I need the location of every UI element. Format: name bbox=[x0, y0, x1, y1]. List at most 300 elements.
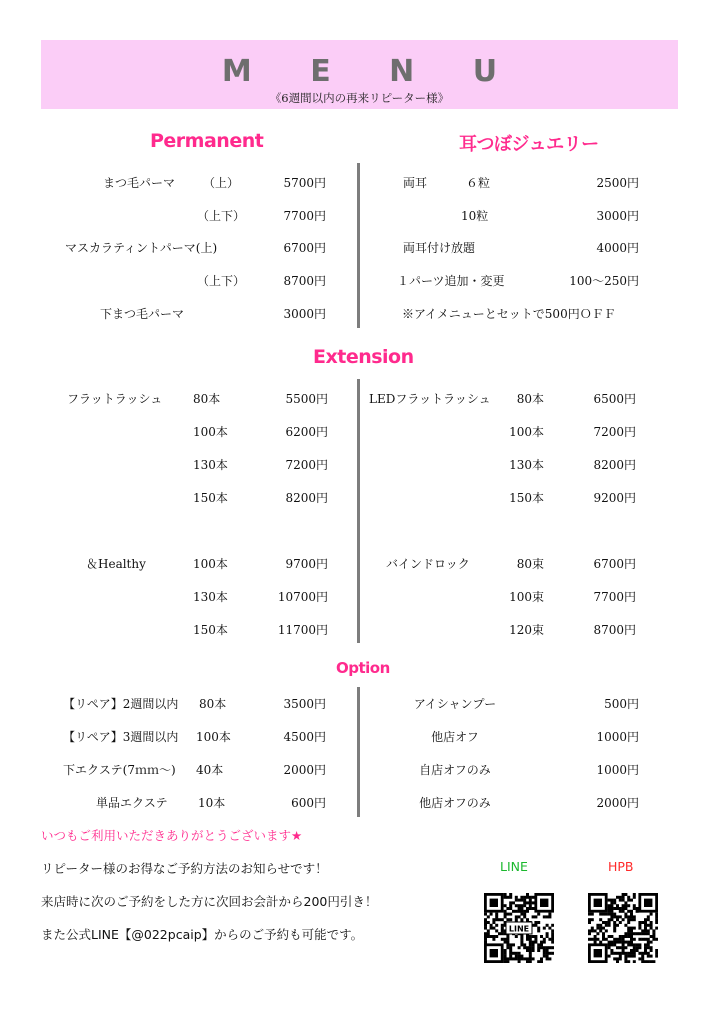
qr-module bbox=[641, 952, 644, 955]
qr-module bbox=[520, 896, 523, 899]
qr-module bbox=[627, 952, 630, 955]
qr-module bbox=[599, 927, 602, 930]
qr-module bbox=[647, 941, 650, 944]
qr-module bbox=[650, 949, 653, 952]
qr-module bbox=[548, 952, 551, 955]
qr-module bbox=[624, 932, 627, 935]
qr-module bbox=[622, 910, 625, 913]
qr-module bbox=[518, 899, 521, 902]
qr-module bbox=[608, 935, 611, 938]
line-qr-code-icon[interactable] bbox=[484, 893, 554, 963]
extension-item-price: 7700円 bbox=[593, 590, 636, 604]
qr-module bbox=[630, 913, 633, 916]
qr-module bbox=[520, 941, 523, 944]
qr-module bbox=[506, 941, 509, 944]
permanent-item-part: （上下） bbox=[197, 274, 246, 288]
qr-module bbox=[633, 907, 636, 910]
qr-module bbox=[613, 915, 616, 918]
hpb-label: HPB bbox=[608, 859, 634, 874]
qr-module bbox=[652, 938, 655, 941]
qr-module bbox=[610, 913, 613, 916]
qr-module bbox=[504, 904, 507, 907]
qr-module bbox=[605, 924, 608, 927]
qr-module bbox=[644, 946, 647, 949]
qr-module bbox=[515, 904, 518, 907]
qr-module bbox=[512, 910, 515, 913]
qr-module bbox=[608, 910, 611, 913]
qr-module bbox=[532, 901, 535, 904]
qr-module bbox=[501, 929, 504, 932]
qr-module bbox=[512, 901, 515, 904]
qr-module bbox=[512, 952, 515, 955]
qr-module bbox=[501, 932, 504, 935]
qr-module bbox=[633, 932, 636, 935]
qr-module bbox=[599, 941, 602, 944]
jewelry-set-note: ※アイメニューとセットで500円ＯＦＦ bbox=[402, 307, 616, 321]
qr-finder-pattern bbox=[594, 899, 602, 907]
qr-module bbox=[495, 935, 498, 938]
qr-module bbox=[619, 921, 622, 924]
qr-module bbox=[627, 899, 630, 902]
extension-item-price: 8200円 bbox=[593, 458, 636, 472]
qr-module bbox=[596, 938, 599, 941]
permanent-item-name: 下まつ毛パーマ bbox=[100, 307, 185, 321]
qr-module bbox=[647, 938, 650, 941]
qr-module bbox=[490, 935, 493, 938]
extension-item-price: 11700円 bbox=[277, 623, 328, 637]
extension-item-count: 130本 bbox=[193, 458, 228, 472]
qr-module bbox=[537, 929, 540, 932]
qr-module bbox=[633, 955, 636, 958]
qr-module bbox=[543, 952, 546, 955]
qr-module bbox=[622, 949, 625, 952]
qr-module bbox=[608, 943, 611, 946]
note-line-2: 来店時に次のご予約をした方に次回お会計から200円引き！ bbox=[41, 894, 378, 909]
qr-module bbox=[650, 941, 653, 944]
qr-module bbox=[627, 960, 630, 963]
qr-module bbox=[624, 913, 627, 916]
qr-module bbox=[518, 960, 521, 963]
qr-module bbox=[608, 899, 611, 902]
jewelry-item-count: ６粒 bbox=[466, 176, 491, 190]
qr-module bbox=[627, 941, 630, 944]
qr-module bbox=[551, 924, 554, 927]
qr-module bbox=[515, 935, 518, 938]
qr-module bbox=[619, 907, 622, 910]
option-item-price: 4500円 bbox=[283, 730, 326, 744]
qr-module bbox=[613, 924, 616, 927]
qr-module bbox=[487, 921, 490, 924]
qr-module bbox=[487, 915, 490, 918]
qr-module bbox=[526, 949, 529, 952]
qr-module bbox=[633, 915, 636, 918]
qr-module bbox=[655, 955, 658, 958]
qr-module bbox=[551, 929, 554, 932]
qr-module bbox=[509, 904, 512, 907]
qr-module bbox=[624, 960, 627, 963]
qr-module bbox=[504, 893, 507, 896]
qr-module bbox=[613, 929, 616, 932]
qr-module bbox=[647, 918, 650, 921]
qr-module bbox=[529, 899, 532, 902]
qr-module bbox=[537, 913, 540, 916]
qr-module bbox=[630, 915, 633, 918]
column-divider-permanent bbox=[357, 163, 360, 328]
qr-module bbox=[487, 929, 490, 932]
qr-module bbox=[619, 899, 622, 902]
qr-module bbox=[616, 904, 619, 907]
qr-module bbox=[608, 907, 611, 910]
qr-module bbox=[630, 929, 633, 932]
qr-module bbox=[594, 929, 597, 932]
qr-module bbox=[487, 935, 490, 938]
qr-module bbox=[504, 941, 507, 944]
qr-module bbox=[605, 921, 608, 924]
qr-module bbox=[520, 904, 523, 907]
qr-module bbox=[520, 910, 523, 913]
qr-module bbox=[622, 946, 625, 949]
qr-module bbox=[523, 899, 526, 902]
qr-module bbox=[537, 927, 540, 930]
qr-module bbox=[546, 957, 549, 960]
qr-module bbox=[608, 941, 611, 944]
jewelry-item-price: 3000円 bbox=[596, 209, 639, 223]
qr-module bbox=[655, 927, 658, 930]
qr-module bbox=[655, 921, 658, 924]
qr-module bbox=[518, 952, 521, 955]
qr-module bbox=[638, 938, 641, 941]
qr-module bbox=[624, 952, 627, 955]
thanks-text: いつもご利用いただきありがとうございます★ bbox=[41, 828, 303, 843]
qr-module bbox=[546, 915, 549, 918]
qr-module bbox=[636, 910, 639, 913]
qr-module bbox=[509, 918, 512, 921]
qr-module bbox=[529, 943, 532, 946]
qr-module bbox=[630, 918, 633, 921]
qr-module bbox=[543, 941, 546, 944]
qr-module bbox=[652, 960, 655, 963]
permanent-item-name: マスカラティントパーマ(上) bbox=[65, 241, 218, 255]
qr-finder-pattern bbox=[540, 899, 548, 907]
qr-module bbox=[622, 907, 625, 910]
qr-module bbox=[518, 910, 521, 913]
qr-module bbox=[619, 910, 622, 913]
qr-module bbox=[495, 913, 498, 916]
qr-module bbox=[613, 957, 616, 960]
qr-module bbox=[630, 899, 633, 902]
line-label: LINE bbox=[500, 859, 528, 874]
qr-module bbox=[506, 935, 509, 938]
qr-module bbox=[512, 943, 515, 946]
qr-module bbox=[520, 913, 523, 916]
qr-module bbox=[543, 955, 546, 958]
qr-module bbox=[605, 913, 608, 916]
qr-module bbox=[627, 915, 630, 918]
qr-module bbox=[492, 921, 495, 924]
qr-module bbox=[526, 935, 529, 938]
qr-module bbox=[644, 924, 647, 927]
qr-module bbox=[655, 915, 658, 918]
option-item-price: 600円 bbox=[291, 796, 326, 810]
qr-module bbox=[543, 915, 546, 918]
option-item-name: 自店オフのみ bbox=[419, 763, 491, 777]
qr-module bbox=[548, 946, 551, 949]
option-item-price: 3500円 bbox=[283, 697, 326, 711]
qr-module bbox=[504, 896, 507, 899]
qr-module bbox=[636, 932, 639, 935]
qr-module bbox=[613, 907, 616, 910]
option-item-price: 1000円 bbox=[596, 763, 639, 777]
qr-module bbox=[610, 901, 613, 904]
menu-header bbox=[41, 40, 678, 109]
qr-module bbox=[616, 941, 619, 944]
extension-item-price: 6700円 bbox=[593, 557, 636, 571]
qr-module bbox=[627, 955, 630, 958]
qr-module bbox=[515, 899, 518, 902]
qr-module bbox=[523, 896, 526, 899]
qr-module bbox=[647, 929, 650, 932]
qr-module bbox=[537, 949, 540, 952]
qr-module bbox=[532, 935, 535, 938]
qr-module bbox=[619, 935, 622, 938]
qr-module bbox=[551, 946, 554, 949]
qr-module bbox=[515, 915, 518, 918]
qr-module bbox=[546, 924, 549, 927]
qr-module bbox=[650, 913, 653, 916]
permanent-item-part: （上） bbox=[203, 176, 240, 190]
jewelry-item-name: 両耳付け放題 bbox=[403, 241, 476, 255]
qr-module bbox=[627, 935, 630, 938]
qr-module bbox=[534, 941, 537, 944]
qr-module bbox=[630, 938, 633, 941]
qr-module bbox=[613, 938, 616, 941]
qr-module bbox=[526, 901, 529, 904]
qr-module bbox=[616, 918, 619, 921]
qr-module bbox=[551, 935, 554, 938]
qr-module bbox=[509, 913, 512, 916]
qr-module bbox=[610, 949, 613, 952]
qr-module bbox=[613, 952, 616, 955]
qr-module bbox=[523, 913, 526, 916]
qr-module bbox=[599, 929, 602, 932]
qr-module bbox=[608, 904, 611, 907]
qr-module bbox=[602, 932, 605, 935]
qr-module bbox=[633, 943, 636, 946]
qr-module bbox=[515, 957, 518, 960]
qr-module bbox=[548, 927, 551, 930]
qr-module bbox=[551, 952, 554, 955]
qr-module bbox=[520, 957, 523, 960]
qr-module bbox=[529, 907, 532, 910]
qr-module bbox=[504, 915, 507, 918]
qr-module bbox=[512, 957, 515, 960]
qr-module bbox=[638, 957, 641, 960]
extension-item-price: 8700円 bbox=[593, 623, 636, 637]
qr-module bbox=[608, 921, 611, 924]
qr-module bbox=[484, 941, 487, 944]
qr-module bbox=[647, 960, 650, 963]
qr-module bbox=[616, 957, 619, 960]
qr-module bbox=[509, 893, 512, 896]
qr-module bbox=[504, 913, 507, 916]
qr-module bbox=[515, 896, 518, 899]
extension-item-count: 130本 bbox=[193, 590, 228, 604]
qr-module bbox=[630, 952, 633, 955]
qr-module bbox=[546, 952, 549, 955]
qr-module bbox=[616, 915, 619, 918]
option-item-price: 1000円 bbox=[596, 730, 639, 744]
qr-module bbox=[641, 957, 644, 960]
qr-module bbox=[506, 907, 509, 910]
option-item-count: 80本 bbox=[199, 697, 227, 711]
qr-module bbox=[529, 938, 532, 941]
qr-module bbox=[484, 918, 487, 921]
qr-module bbox=[526, 907, 529, 910]
qr-module bbox=[515, 918, 518, 921]
qr-module bbox=[490, 927, 493, 930]
extension-item-price: 7200円 bbox=[593, 425, 636, 439]
qr-module bbox=[650, 924, 653, 927]
qr-module bbox=[633, 918, 636, 921]
qr-module bbox=[619, 952, 622, 955]
qr-module bbox=[638, 943, 641, 946]
qr-module bbox=[613, 899, 616, 902]
qr-module bbox=[529, 904, 532, 907]
qr-module bbox=[543, 949, 546, 952]
qr-module bbox=[591, 938, 594, 941]
qr-module bbox=[509, 952, 512, 955]
qr-module bbox=[636, 943, 639, 946]
qr-module bbox=[644, 921, 647, 924]
extension-item-name: バインドロック bbox=[386, 557, 470, 571]
extension-item-price: 8200円 bbox=[285, 491, 328, 505]
qr-module bbox=[591, 913, 594, 916]
qr-module bbox=[532, 943, 535, 946]
qr-module bbox=[520, 918, 523, 921]
qr-module bbox=[551, 932, 554, 935]
qr-module bbox=[484, 927, 487, 930]
hpb-qr-code-icon[interactable] bbox=[588, 893, 658, 963]
qr-module bbox=[655, 949, 658, 952]
qr-module bbox=[506, 957, 509, 960]
qr-module bbox=[650, 921, 653, 924]
qr-module bbox=[644, 938, 647, 941]
qr-module bbox=[630, 935, 633, 938]
qr-module bbox=[520, 899, 523, 902]
qr-module bbox=[484, 913, 487, 916]
qr-module bbox=[534, 915, 537, 918]
qr-module bbox=[616, 952, 619, 955]
qr-module bbox=[518, 955, 521, 958]
option-item-name: 単品エクステ bbox=[96, 796, 168, 810]
qr-module bbox=[644, 927, 647, 930]
note-line-3: また公式LINE【@022pcaip】からのご予約も可能です。 bbox=[41, 927, 364, 942]
option-item-price: 2000円 bbox=[283, 763, 326, 777]
qr-module bbox=[641, 921, 644, 924]
qr-module bbox=[588, 918, 591, 921]
qr-module bbox=[633, 949, 636, 952]
qr-module bbox=[619, 957, 622, 960]
extension-item-name: LEDフラットラッシュ bbox=[369, 392, 491, 406]
qr-module bbox=[509, 955, 512, 958]
extension-item-count: 80本 bbox=[193, 392, 221, 406]
qr-module bbox=[647, 955, 650, 958]
qr-module bbox=[546, 932, 549, 935]
qr-module bbox=[655, 952, 658, 955]
qr-module bbox=[622, 952, 625, 955]
qr-module bbox=[630, 941, 633, 944]
qr-module bbox=[509, 949, 512, 952]
qr-module bbox=[526, 946, 529, 949]
qr-module bbox=[596, 932, 599, 935]
qr-module bbox=[504, 910, 507, 913]
qr-module bbox=[526, 893, 529, 896]
qr-module bbox=[608, 955, 611, 958]
qr-module bbox=[506, 943, 509, 946]
qr-module bbox=[624, 955, 627, 958]
qr-module bbox=[509, 943, 512, 946]
qr-module bbox=[608, 924, 611, 927]
qr-module bbox=[610, 907, 613, 910]
qr-module bbox=[624, 915, 627, 918]
qr-module bbox=[610, 899, 613, 902]
qr-module bbox=[608, 946, 611, 949]
qr-module bbox=[630, 932, 633, 935]
qr-module bbox=[622, 904, 625, 907]
qr-module bbox=[619, 915, 622, 918]
qr-module bbox=[596, 924, 599, 927]
qr-module bbox=[619, 946, 622, 949]
qr-module bbox=[622, 941, 625, 944]
qr-module bbox=[630, 955, 633, 958]
qr-module bbox=[644, 929, 647, 932]
qr-module bbox=[515, 952, 518, 955]
extension-item-price: 9700円 bbox=[285, 557, 328, 571]
permanent-item-name: まつ毛パーマ bbox=[103, 176, 176, 190]
extension-item-name: ＆Healthy bbox=[86, 557, 146, 571]
qr-module bbox=[534, 935, 537, 938]
qr-module bbox=[588, 938, 591, 941]
qr-module bbox=[602, 935, 605, 938]
qr-module bbox=[523, 915, 526, 918]
jewelry-item-name: １パーツ追加・変更 bbox=[397, 274, 505, 288]
qr-module bbox=[501, 927, 504, 930]
qr-module bbox=[636, 946, 639, 949]
column-divider-option bbox=[357, 687, 360, 817]
qr-module bbox=[616, 946, 619, 949]
qr-module bbox=[650, 946, 653, 949]
qr-module bbox=[509, 957, 512, 960]
qr-module bbox=[594, 935, 597, 938]
qr-module bbox=[627, 918, 630, 921]
qr-module bbox=[501, 938, 504, 941]
qr-module bbox=[644, 952, 647, 955]
qr-module bbox=[540, 960, 543, 963]
option-item-price: 500円 bbox=[604, 697, 639, 711]
option-item-name: 他店オフのみ bbox=[419, 796, 491, 810]
qr-module bbox=[506, 946, 509, 949]
qr-module bbox=[610, 918, 613, 921]
extension-item-count: 120束 bbox=[509, 623, 544, 637]
qr-module bbox=[537, 960, 540, 963]
qr-module bbox=[498, 932, 501, 935]
qr-module bbox=[588, 913, 591, 916]
permanent-item-part: （上下） bbox=[197, 209, 246, 223]
qr-module bbox=[551, 941, 554, 944]
qr-module bbox=[529, 955, 532, 958]
extension-item-count: 130本 bbox=[509, 458, 544, 472]
qr-module bbox=[610, 941, 613, 944]
